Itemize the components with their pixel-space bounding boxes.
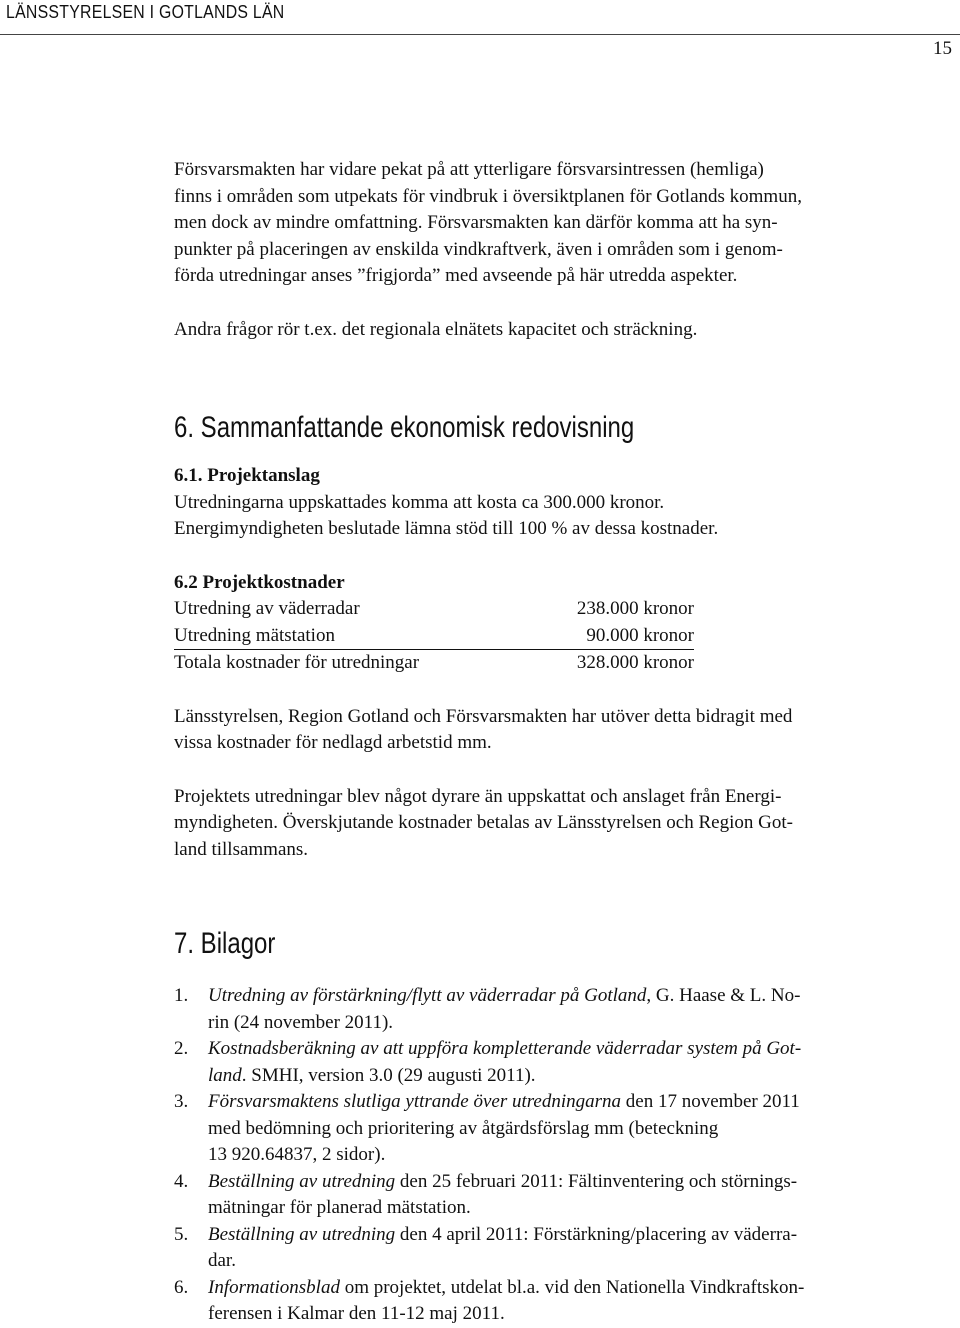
text-line: land tillsammans. [174,838,309,860]
attachment-details: rin (24 november 2011). [208,1011,394,1033]
list-number: 4. [174,1170,189,1192]
list-item [174,1275,934,1328]
cost-total-label: Totala kostnader för utredningar [174,652,420,673]
document-body [174,157,934,1328]
list-number: 2. [174,1038,189,1059]
header-divider [0,34,960,35]
attachment-details: om projektet, utdelat bl.a. vid den Nationella Vindkraftskon- [339,1276,805,1298]
header-organization: LÄNSSTYRELSEN I GOTLANDS LÄN [6,2,285,22]
paragraph-project-grant [174,490,934,543]
attachments-list [174,983,934,1328]
attachment-details: , G. Haase & L. No- [646,985,801,1006]
attachment-details: ferensen i Kalmar den 11-12 maj 2011. [208,1303,505,1324]
list-number: 1. [174,985,189,1006]
text-line: punkter på placeringen av enskilda vindkraftverk, även i områden som i genom- [174,238,783,260]
cost-table [174,596,694,677]
text-line: myndigheten. Överskjutande kostnader betalas av Länsstyrelsen och Region Got- [174,812,793,833]
attachment-details: dar. [208,1250,236,1271]
attachment-details: 13 920.64837, 2 sidor). [208,1144,386,1165]
list-item [174,1089,934,1169]
paragraph-additional-contributions [174,704,934,757]
cost-amount: 90.000 kronor [549,623,694,650]
text-line: Projektets utredningar blev något dyrare än uppskattat och anslaget från Energi- [174,785,782,807]
list-number: 3. [174,1091,189,1112]
text-line: Utredningarna uppskattades komma att kosta ca 300.000 kronor. [174,491,665,513]
attachment-details: . SMHI, version 3.0 (29 augusti 2011). [241,1064,536,1086]
text-line: förda utredningar anses ”frigjorda” med avseende på här utredda aspekter. [174,265,738,286]
list-number: 6. [174,1276,189,1298]
subheading-6-2: 6.2 Projektkostnader [174,571,345,593]
attachment-details: den 25 februari 2011: Fältinventering och störnings- [395,1170,798,1192]
attachment-title: Kostnadsberäkning av att uppföra kompletterande väderradar system på Got- [208,1038,802,1059]
list-item [174,1036,934,1089]
paragraph-cost-overrun [174,784,934,864]
attachment-title: Beställning av utredning [208,1170,396,1192]
cost-label: Utredning av väderradar [174,598,360,619]
list-item [174,1169,934,1222]
attachment-details: mätningar för planerad mätstation. [208,1197,471,1218]
list-item [174,983,934,1036]
text-line: vissa kostnader för nedlagd arbetstid mm. [174,732,492,753]
page-number: 15 [933,38,952,59]
subheading-6-1: 6.1. Projektanslag [174,465,320,486]
paragraph-other-questions: Andra frågor rör t.ex. det regionala elnätets kapacitet och sträckning. [174,318,698,340]
table-row [174,596,694,623]
attachment-title: land [208,1064,242,1086]
table-row [174,650,694,677]
attachment-title: Beställning av utredning [208,1223,396,1245]
list-item [174,1222,934,1275]
attachment-title: Försvarsmaktens slutliga yttrande över utredningarna [208,1091,622,1112]
cost-amount: 238.000 kronor [576,598,694,619]
attachment-details: den 17 november 2011 [621,1091,800,1112]
text-line: finns i områden som utpekats för vindbruk i översiktplanen för Gotlands kommun, [174,185,802,207]
text-line: Försvarsmakten har vidare pekat på att ytterligare försvarsintressen (hemliga) [174,159,764,180]
text-line: men dock av mindre omfattning. Försvarsmakten kan därför komma att ha syn- [174,212,778,233]
attachment-details: den 4 april 2011: Förstärkning/placering av väderra- [395,1223,798,1245]
text-line: Energimyndigheten beslutade lämna stöd till 100 % av dessa kostnader. [174,518,719,539]
section-heading-6: 6. Sammanfattande ekonomisk redovisning [174,411,635,444]
attachment-title: Informationsblad [208,1276,340,1298]
text-line: Länsstyrelsen, Region Gotland och Försvarsmakten har utöver detta bidragit med [174,705,793,727]
attachment-title: Utredning av förstärkning/flytt av väderradar på Gotland [208,985,647,1006]
list-number: 5. [174,1223,189,1245]
cost-label: Utredning mätstation [174,623,549,650]
section-heading-7: 7. Bilagor [174,927,276,960]
cost-total-amount: 328.000 kronor [576,652,694,673]
paragraph-defense-interests [174,157,934,290]
attachment-details: med bedömning och prioritering av åtgärdsförslag mm (beteckning [208,1117,719,1139]
table-row [174,623,694,650]
